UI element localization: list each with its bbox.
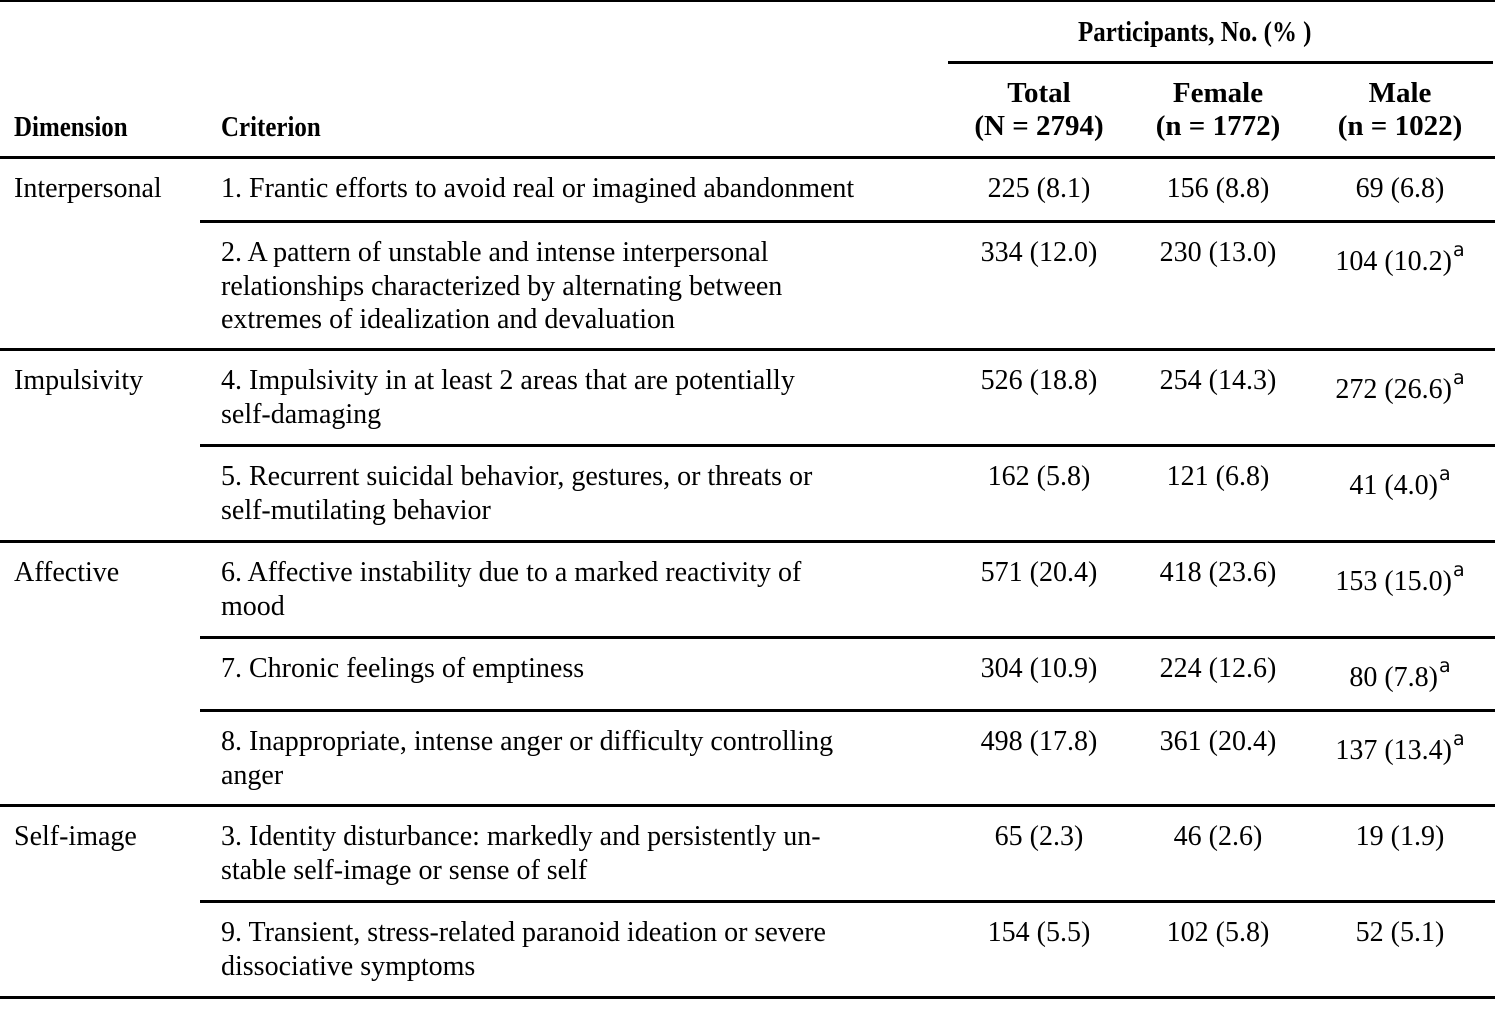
criterion-text: 3. Identity disturbance: markedly and persistently un-: [221, 821, 821, 852]
female-value: 230 (13.0): [1159, 237, 1277, 268]
dimension-label: Affective: [14, 557, 120, 588]
male-header-n: (n = 1022): [1337, 110, 1463, 142]
group-divider: [0, 348, 1495, 351]
female-header-label: Female: [1172, 77, 1264, 109]
female-value: 121 (6.8): [1166, 461, 1270, 492]
male-value-text: 19 (1.9): [1355, 821, 1445, 852]
male-value: [1310, 367, 1490, 407]
criterion-text: anger: [221, 759, 284, 791]
female-header-n: (n = 1772): [1155, 110, 1281, 142]
criterion-text: relationships characterized by alternating between: [221, 270, 783, 302]
criterion-text: 2. A pattern of unstable and intense interpersonal: [221, 237, 769, 268]
footnote-mark: a: [1439, 463, 1451, 485]
total-value: 571 (20.4): [980, 557, 1098, 588]
criterion-text: dissociative symptoms: [221, 950, 476, 982]
footnote-mark: a: [1453, 367, 1465, 389]
male-value-text: 153 (15.0): [1335, 566, 1452, 597]
total-value: 334 (12.0): [980, 237, 1098, 268]
total-value: 65 (2.3): [994, 821, 1084, 852]
total-value: 225 (8.1): [987, 173, 1091, 204]
dimension-label: Interpersonal: [14, 173, 162, 204]
criterion-header: Criterion: [221, 111, 321, 143]
male-value: [1310, 463, 1490, 503]
total-value: 498 (17.8): [980, 726, 1098, 757]
row-divider: [200, 900, 1495, 903]
group-divider: [0, 996, 1495, 999]
criterion-text: self-damaging: [221, 398, 382, 430]
criterion-text: 9. Transient, stress-related paranoid ideation or severe: [221, 917, 826, 948]
total-header: [949, 77, 1129, 143]
male-value-text: 104 (10.2): [1335, 246, 1452, 277]
female-value: 102 (5.8): [1166, 917, 1270, 948]
female-value: 418 (23.6): [1159, 557, 1277, 588]
total-value: 162 (5.8): [987, 461, 1091, 492]
header-bottom-rule: [0, 156, 1495, 159]
male-value: [1310, 728, 1490, 768]
male-value: [1310, 820, 1490, 854]
group-header-rule: [948, 61, 1493, 64]
footnote-mark: a: [1439, 655, 1451, 677]
top-rule: [0, 0, 1495, 2]
female-value: 254 (14.3): [1159, 365, 1277, 396]
row-divider: [200, 220, 1495, 223]
male-value-text: 41 (4.0): [1349, 470, 1438, 501]
total-value: 304 (10.9): [980, 653, 1098, 684]
female-value: 46 (2.6): [1173, 821, 1263, 852]
criterion-text: 1. Frantic efforts to avoid real or imagined abandonment: [221, 173, 855, 204]
criterion-text: 7. Chronic feelings of emptiness: [221, 653, 585, 684]
male-value: [1310, 239, 1490, 279]
male-header-label: Male: [1368, 77, 1432, 109]
female-header: [1128, 77, 1308, 143]
criterion-text: 6. Affective instability due to a marked reactivity of: [221, 557, 802, 588]
male-value-text: 272 (26.6): [1335, 374, 1452, 405]
male-value: [1310, 172, 1490, 206]
male-value-text: 52 (5.1): [1355, 917, 1445, 948]
row-divider: [200, 709, 1495, 712]
criterion-text: 8. Inappropriate, intense anger or difficulty controlling: [221, 726, 834, 757]
male-value-text: 137 (13.4): [1335, 735, 1452, 766]
dimension-label: Impulsivity: [14, 365, 144, 396]
criterion-text: stable self-image or sense of self: [221, 854, 588, 886]
female-value: 224 (12.6): [1159, 653, 1277, 684]
dimension-header: Dimension: [14, 111, 128, 143]
criterion-text: 5. Recurrent suicidal behavior, gestures, or threats or: [221, 461, 813, 492]
male-value: [1310, 655, 1490, 695]
criterion-text: self-mutilating behavior: [221, 494, 491, 526]
male-value: [1310, 916, 1490, 950]
group-divider: [0, 540, 1495, 543]
total-value: 154 (5.5): [987, 917, 1091, 948]
row-divider: [200, 636, 1495, 639]
footnote-mark: a: [1453, 559, 1465, 581]
row-divider: [200, 444, 1495, 447]
group-divider: [0, 804, 1495, 807]
male-value-text: 80 (7.8): [1349, 662, 1438, 693]
female-value: 156 (8.8): [1166, 173, 1270, 204]
female-value: 361 (20.4): [1159, 726, 1277, 757]
criterion-text: 4. Impulsivity in at least 2 areas that are potentially: [221, 365, 795, 396]
footnote-mark: a: [1453, 239, 1465, 261]
criterion-text: extremes of idealization and devaluation: [221, 304, 676, 335]
male-header: [1310, 77, 1490, 143]
footnote-mark: a: [1453, 728, 1465, 750]
male-value: [1310, 559, 1490, 599]
total-header-n: (N = 2794): [974, 110, 1104, 142]
group-header: Participants, No. (% ): [1078, 16, 1312, 48]
criterion-text: mood: [221, 590, 285, 622]
total-value: 526 (18.8): [980, 365, 1098, 396]
total-header-label: Total: [1007, 77, 1071, 109]
dimension-label: Self-image: [14, 821, 137, 852]
male-value-text: 69 (6.8): [1355, 173, 1445, 204]
